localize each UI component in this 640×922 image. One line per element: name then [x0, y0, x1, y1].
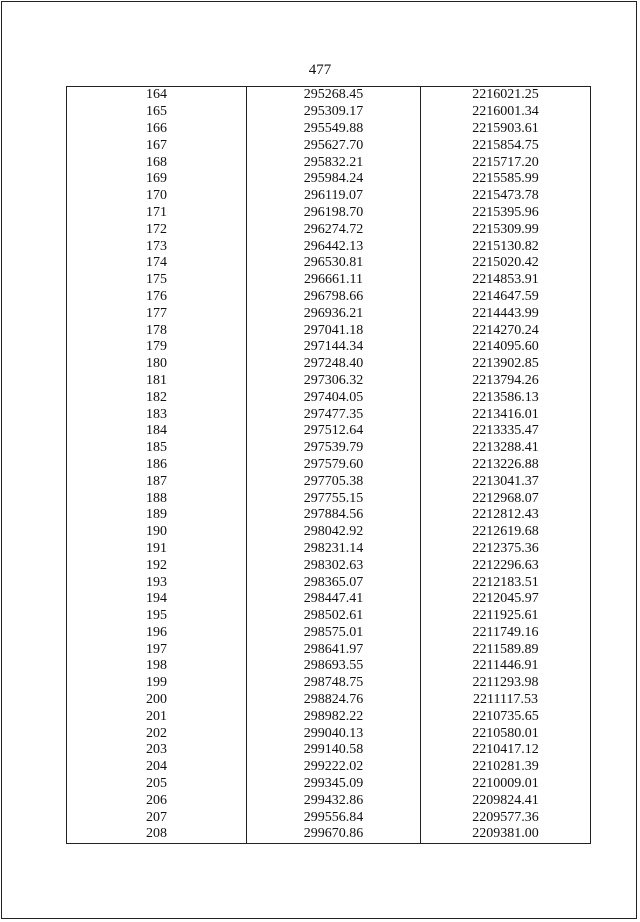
y-coordinate-cell: 2215309.99 — [421, 221, 591, 238]
table-row — [67, 826, 591, 843]
x-coordinate-cell: 297041.18 — [247, 322, 421, 339]
y-coordinate-cell: 2209577.36 — [421, 809, 591, 826]
table-row — [67, 339, 591, 356]
point-number-cell: 182 — [67, 389, 247, 406]
point-number-cell: 181 — [67, 373, 247, 390]
x-coordinate-cell: 299556.84 — [247, 809, 421, 826]
x-coordinate-cell: 298575.01 — [247, 625, 421, 642]
page-number: 477 — [308, 62, 332, 78]
point-number-cell: 202 — [67, 725, 247, 742]
x-coordinate-cell: 298982.22 — [247, 708, 421, 725]
x-coordinate-cell: 298748.75 — [247, 675, 421, 692]
point-number-cell: 193 — [67, 574, 247, 591]
x-coordinate-cell: 295832.21 — [247, 154, 421, 171]
y-coordinate-cell: 2212296.63 — [421, 557, 591, 574]
point-number-cell: 183 — [67, 406, 247, 423]
coordinate-table — [66, 86, 591, 844]
x-coordinate-cell: 296798.66 — [247, 289, 421, 306]
x-coordinate-cell: 295309.17 — [247, 104, 421, 121]
point-number-cell: 200 — [67, 692, 247, 709]
table-row — [67, 440, 591, 457]
table-row — [67, 457, 591, 474]
x-coordinate-cell: 296274.72 — [247, 221, 421, 238]
point-number-cell: 173 — [67, 238, 247, 255]
table-row — [67, 322, 591, 339]
point-number-cell: 205 — [67, 776, 247, 793]
point-number-cell: 190 — [67, 524, 247, 541]
point-number-cell: 204 — [67, 759, 247, 776]
x-coordinate-cell: 295627.70 — [247, 137, 421, 154]
table-row — [67, 742, 591, 759]
y-coordinate-cell: 2211589.89 — [421, 641, 591, 658]
point-number-cell: 208 — [67, 826, 247, 843]
x-coordinate-cell: 296198.70 — [247, 205, 421, 222]
point-number-cell: 175 — [67, 272, 247, 289]
table-row — [67, 423, 591, 440]
point-number-cell: 198 — [67, 658, 247, 675]
x-coordinate-cell: 298693.55 — [247, 658, 421, 675]
point-number-cell: 207 — [67, 809, 247, 826]
point-number-cell: 169 — [67, 171, 247, 188]
y-coordinate-cell: 2216001.34 — [421, 104, 591, 121]
point-number-cell: 176 — [67, 289, 247, 306]
point-number-cell: 167 — [67, 137, 247, 154]
table-row — [67, 305, 591, 322]
y-coordinate-cell: 2215020.42 — [421, 255, 591, 272]
table-row — [67, 641, 591, 658]
y-coordinate-cell: 2215130.82 — [421, 238, 591, 255]
y-coordinate-cell: 2215903.61 — [421, 121, 591, 138]
y-coordinate-cell: 2210009.01 — [421, 776, 591, 793]
y-coordinate-cell: 2214853.91 — [421, 272, 591, 289]
y-coordinate-cell: 2212183.51 — [421, 574, 591, 591]
point-number-cell: 185 — [67, 440, 247, 457]
table-row — [67, 524, 591, 541]
table-row — [67, 675, 591, 692]
point-number-cell: 199 — [67, 675, 247, 692]
point-number-cell: 186 — [67, 457, 247, 474]
table-row — [67, 725, 591, 742]
point-number-cell: 187 — [67, 473, 247, 490]
x-coordinate-cell: 297705.38 — [247, 473, 421, 490]
point-number-cell: 203 — [67, 742, 247, 759]
x-coordinate-cell: 298302.63 — [247, 557, 421, 574]
y-coordinate-cell: 2213416.01 — [421, 406, 591, 423]
x-coordinate-cell: 298447.41 — [247, 591, 421, 608]
x-coordinate-cell: 296442.13 — [247, 238, 421, 255]
point-number-cell: 206 — [67, 792, 247, 809]
table-row — [67, 490, 591, 507]
table-row — [67, 289, 591, 306]
table-row — [67, 809, 591, 826]
y-coordinate-cell: 2214270.24 — [421, 322, 591, 339]
x-coordinate-cell: 295268.45 — [247, 87, 421, 104]
table-row — [67, 625, 591, 642]
x-coordinate-cell: 298042.92 — [247, 524, 421, 541]
table-row — [67, 608, 591, 625]
y-coordinate-cell: 2211117.53 — [421, 692, 591, 709]
y-coordinate-cell: 2210580.01 — [421, 725, 591, 742]
x-coordinate-cell: 299140.58 — [247, 742, 421, 759]
coordinate-table-body — [67, 87, 591, 844]
x-coordinate-cell: 297248.40 — [247, 356, 421, 373]
y-coordinate-cell: 2213586.13 — [421, 389, 591, 406]
y-coordinate-cell: 2210417.12 — [421, 742, 591, 759]
table-row — [67, 137, 591, 154]
x-coordinate-cell: 298641.97 — [247, 641, 421, 658]
table-row — [67, 221, 591, 238]
x-coordinate-cell: 298502.61 — [247, 608, 421, 625]
y-coordinate-cell: 2212045.97 — [421, 591, 591, 608]
x-coordinate-cell: 296119.07 — [247, 188, 421, 205]
table-row — [67, 87, 591, 104]
x-coordinate-cell: 295984.24 — [247, 171, 421, 188]
table-row — [67, 406, 591, 423]
x-coordinate-cell: 299670.86 — [247, 826, 421, 843]
x-coordinate-cell: 298365.07 — [247, 574, 421, 591]
table-row — [67, 121, 591, 138]
y-coordinate-cell: 2215473.78 — [421, 188, 591, 205]
y-coordinate-cell: 2210735.65 — [421, 708, 591, 725]
point-number-cell: 166 — [67, 121, 247, 138]
table-row — [67, 776, 591, 793]
table-row — [67, 205, 591, 222]
point-number-cell: 172 — [67, 221, 247, 238]
y-coordinate-cell: 2209381.00 — [421, 826, 591, 843]
y-coordinate-cell: 2213226.88 — [421, 457, 591, 474]
point-number-cell: 197 — [67, 641, 247, 658]
y-coordinate-cell: 2211749.16 — [421, 625, 591, 642]
point-number-cell: 177 — [67, 305, 247, 322]
x-coordinate-cell: 299432.86 — [247, 792, 421, 809]
table-row — [67, 792, 591, 809]
table-row — [67, 473, 591, 490]
y-coordinate-cell: 2212619.68 — [421, 524, 591, 541]
y-coordinate-cell: 2213902.85 — [421, 356, 591, 373]
table-row — [67, 658, 591, 675]
point-number-cell: 194 — [67, 591, 247, 608]
point-number-cell: 189 — [67, 507, 247, 524]
table-row — [67, 557, 591, 574]
point-number-cell: 196 — [67, 625, 247, 642]
point-number-cell: 188 — [67, 490, 247, 507]
y-coordinate-cell: 2215854.75 — [421, 137, 591, 154]
table-row — [67, 104, 591, 121]
y-coordinate-cell: 2211925.61 — [421, 608, 591, 625]
x-coordinate-cell: 297512.64 — [247, 423, 421, 440]
table-row — [67, 356, 591, 373]
x-coordinate-cell: 295549.88 — [247, 121, 421, 138]
x-coordinate-cell: 297539.79 — [247, 440, 421, 457]
y-coordinate-cell: 2211293.98 — [421, 675, 591, 692]
y-coordinate-cell: 2210281.39 — [421, 759, 591, 776]
point-number-cell: 164 — [67, 87, 247, 104]
y-coordinate-cell: 2213335.47 — [421, 423, 591, 440]
y-coordinate-cell: 2212375.36 — [421, 541, 591, 558]
point-number-cell: 170 — [67, 188, 247, 205]
x-coordinate-cell: 299222.02 — [247, 759, 421, 776]
x-coordinate-cell: 297477.35 — [247, 406, 421, 423]
table-row — [67, 188, 591, 205]
y-coordinate-cell: 2212812.43 — [421, 507, 591, 524]
point-number-cell: 191 — [67, 541, 247, 558]
y-coordinate-cell: 2215585.99 — [421, 171, 591, 188]
y-coordinate-cell: 2213288.41 — [421, 440, 591, 457]
y-coordinate-cell: 2215717.20 — [421, 154, 591, 171]
table-row — [67, 272, 591, 289]
y-coordinate-cell: 2214443.99 — [421, 305, 591, 322]
table-row — [67, 154, 591, 171]
table-row — [67, 708, 591, 725]
y-coordinate-cell: 2214095.60 — [421, 339, 591, 356]
point-number-cell: 184 — [67, 423, 247, 440]
point-number-cell: 201 — [67, 708, 247, 725]
table-row — [67, 541, 591, 558]
y-coordinate-cell: 2209824.41 — [421, 792, 591, 809]
y-coordinate-cell: 2214647.59 — [421, 289, 591, 306]
x-coordinate-cell: 296530.81 — [247, 255, 421, 272]
point-number-cell: 180 — [67, 356, 247, 373]
table-row — [67, 591, 591, 608]
point-number-cell: 195 — [67, 608, 247, 625]
x-coordinate-cell: 298231.14 — [247, 541, 421, 558]
y-coordinate-cell: 2215395.96 — [421, 205, 591, 222]
table-row — [67, 171, 591, 188]
x-coordinate-cell: 296661.11 — [247, 272, 421, 289]
table-row — [67, 574, 591, 591]
x-coordinate-cell: 296936.21 — [247, 305, 421, 322]
x-coordinate-cell: 298824.76 — [247, 692, 421, 709]
table-row — [67, 759, 591, 776]
table-row — [67, 373, 591, 390]
x-coordinate-cell: 297404.05 — [247, 389, 421, 406]
x-coordinate-cell: 297755.15 — [247, 490, 421, 507]
x-coordinate-cell: 299345.09 — [247, 776, 421, 793]
table-row — [67, 389, 591, 406]
y-coordinate-cell: 2216021.25 — [421, 87, 591, 104]
x-coordinate-cell: 297306.32 — [247, 373, 421, 390]
point-number-cell: 168 — [67, 154, 247, 171]
point-number-cell: 165 — [67, 104, 247, 121]
point-number-cell: 174 — [67, 255, 247, 272]
table-row — [67, 238, 591, 255]
x-coordinate-cell: 297884.56 — [247, 507, 421, 524]
y-coordinate-cell: 2212968.07 — [421, 490, 591, 507]
x-coordinate-cell: 297144.34 — [247, 339, 421, 356]
point-number-cell: 178 — [67, 322, 247, 339]
point-number-cell: 171 — [67, 205, 247, 222]
y-coordinate-cell: 2211446.91 — [421, 658, 591, 675]
y-coordinate-cell: 2213041.37 — [421, 473, 591, 490]
x-coordinate-cell: 297579.60 — [247, 457, 421, 474]
point-number-cell: 192 — [67, 557, 247, 574]
x-coordinate-cell: 299040.13 — [247, 725, 421, 742]
point-number-cell: 179 — [67, 339, 247, 356]
table-row — [67, 692, 591, 709]
table-row — [67, 507, 591, 524]
y-coordinate-cell: 2213794.26 — [421, 373, 591, 390]
table-row — [67, 255, 591, 272]
